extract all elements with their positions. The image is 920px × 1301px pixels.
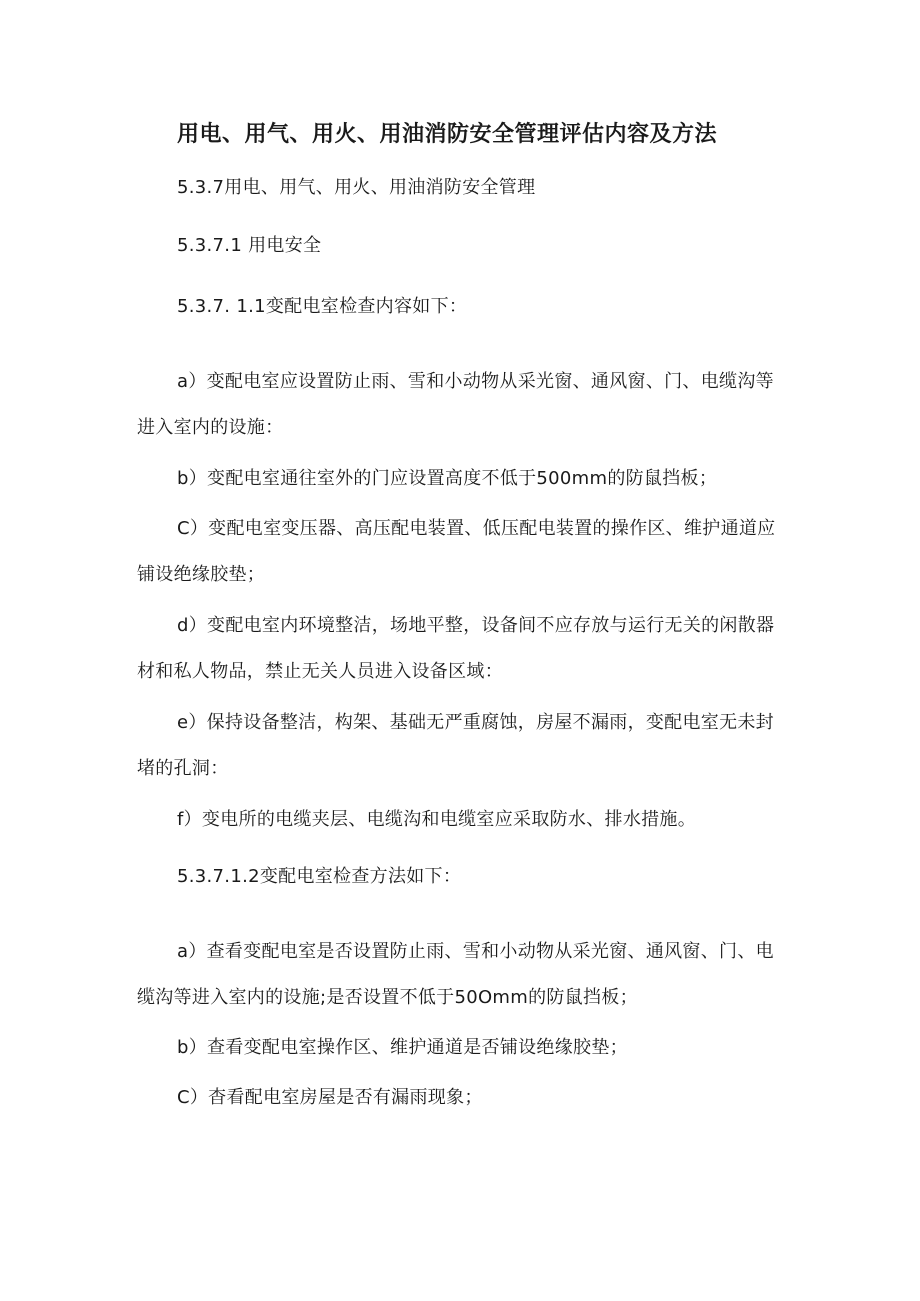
check-method-heading: 5.3.7.1.2变配电室检查方法如下： xyxy=(177,866,462,887)
check-content-item-a: a）变配电室应设置防止雨、雪和小动物从采光窗、通风窗、门、电缆沟等进入室内的设施： xyxy=(137,371,774,438)
check-content-item-c: C）变配电室变压器、高压配电装置、低压配电装置的操作区、维护通道应铺设绝缘胶垫； xyxy=(137,518,776,585)
check-content-item-b: b）变配电室通往室外的门应设置高度不低于500mm的防鼠挡板； xyxy=(177,468,718,489)
document-title: 用电、用气、用火、用油消防安全管理评估内容及方法 xyxy=(177,122,718,147)
check-content-item-e: e）保持设备整洁，构架、基础无严重腐蚀，房屋不漏雨，变配电室无未封堵的孔洞： xyxy=(137,712,774,779)
section-heading: 5.3.7用电、用气、用火、用油消防安全管理 xyxy=(177,177,536,198)
check-method-item-c: C）杳看配电室房屋是否有漏雨现象； xyxy=(177,1087,483,1108)
check-method-item-a: a）查看变配电室是否设置防止雨、雪和小动物从采光窗、通风窗、门、电缆沟等进入室内的设施;是否设置不低于50Omm的防鼠挡板； xyxy=(137,941,774,1008)
check-content-heading: 5.3.7. 1.1变配电室检查内容如下： xyxy=(177,296,468,317)
check-content-item-f: f）变电所的电缆夹层、电缆沟和电缆室应采取防水、排水措施。 xyxy=(177,809,697,830)
check-content-item-d: d）变配电室内环境整洁，场地平整，设备间不应存放与运行无关的闲散器材和私人物品，禁止无关人员进入设备区域： xyxy=(137,615,775,682)
check-method-item-b: b）查看变配电室操作区、维护通道是否铺设绝缘胶垫； xyxy=(177,1037,628,1058)
subsection-heading: 5.3.7.1 用电安全 xyxy=(177,235,322,256)
